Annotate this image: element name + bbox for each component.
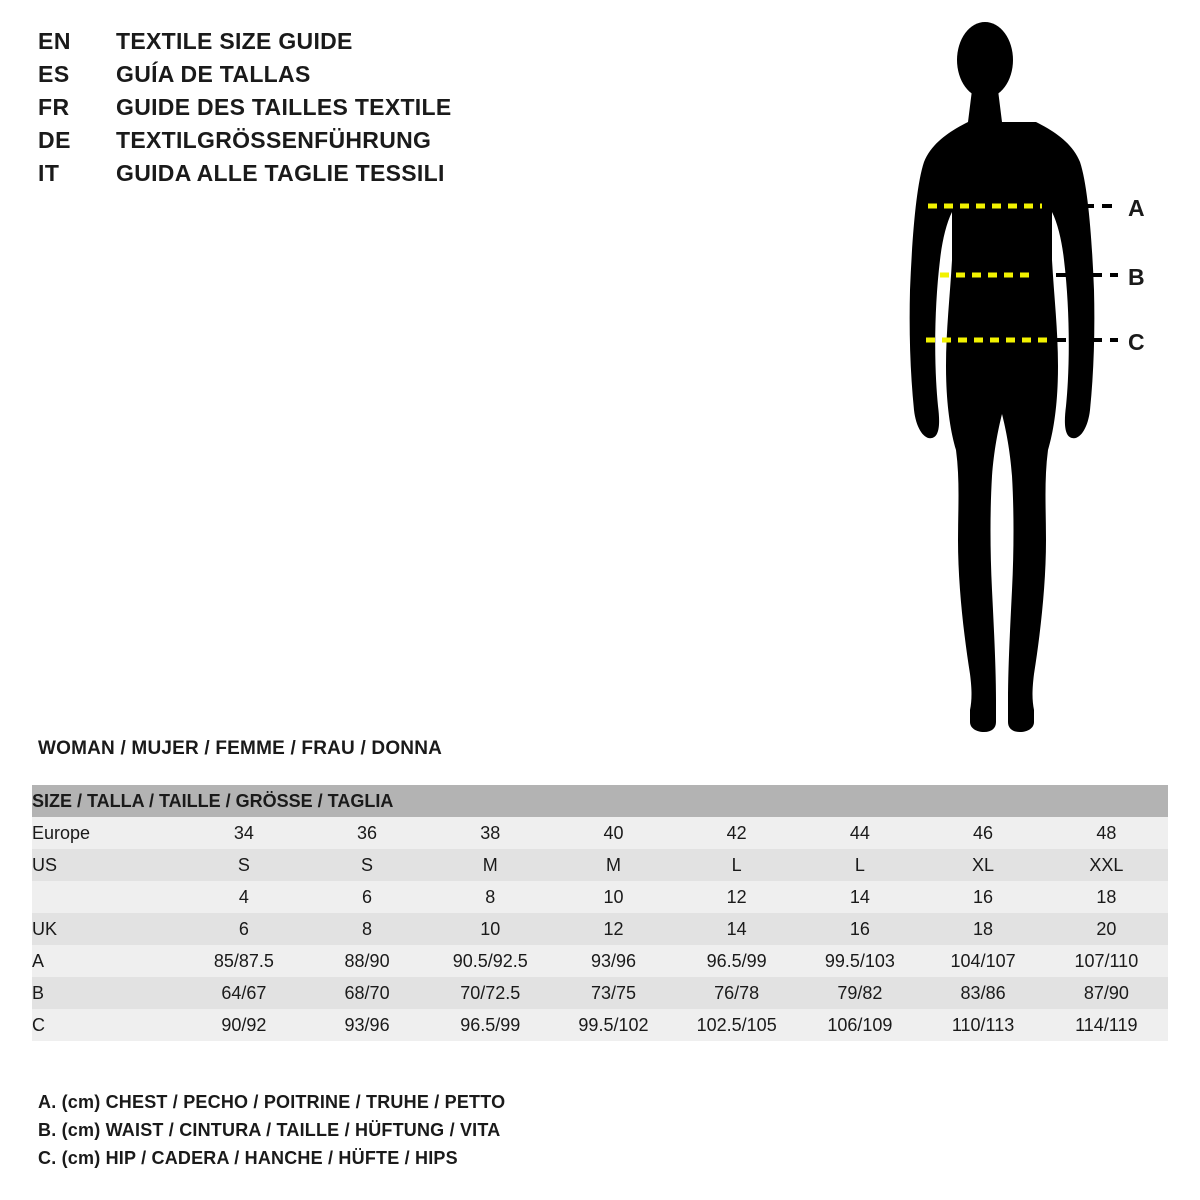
legend-line-c: C. (cm) HIP / CADERA / HANCHE / HÜFTE / HIPS (38, 1148, 458, 1168)
title-lang-it: IT (38, 160, 60, 186)
cell-b-4: 76/78 (675, 977, 798, 1009)
cell-us-4: L (675, 849, 798, 881)
cell-b-0: 64/67 (182, 977, 305, 1009)
cell-a-7: 107/110 (1045, 945, 1168, 977)
table-row (32, 945, 1168, 977)
cell-c-7: 114/119 (1045, 1009, 1168, 1041)
cell-us-6: XL (921, 849, 1044, 881)
title-text-de: TEXTILGRÖSSENFÜHRUNG (116, 127, 432, 153)
cell-uk-3: 12 (552, 913, 675, 945)
marker-label-b: B (1128, 264, 1145, 290)
title-row (38, 160, 558, 193)
cell-usnum-2: 8 (429, 881, 552, 913)
row-label-b: B (32, 977, 182, 1009)
cell-europe-3: 40 (552, 817, 675, 849)
table-header-label: SIZE / TALLA / TAILLE / GRÖSSE / TAGLIA (32, 785, 1168, 817)
table-row (32, 881, 1168, 913)
title-row (38, 127, 558, 160)
row-label-us-numeric (32, 881, 182, 913)
title-text-es: GUÍA DE TALLAS (116, 61, 311, 87)
cell-c-5: 106/109 (798, 1009, 921, 1041)
table-row (32, 817, 1168, 849)
cell-a-3: 93/96 (552, 945, 675, 977)
cell-europe-2: 38 (429, 817, 552, 849)
row-label-a: A (32, 945, 182, 977)
cell-b-2: 70/72.5 (429, 977, 552, 1009)
title-text-fr: GUIDE DES TAILLES TEXTILE (116, 94, 452, 120)
title-row (38, 94, 558, 127)
table-row (32, 849, 1168, 881)
title-block (38, 28, 558, 193)
cell-usnum-4: 12 (675, 881, 798, 913)
cell-usnum-5: 14 (798, 881, 921, 913)
cell-uk-5: 16 (798, 913, 921, 945)
table-row (32, 1009, 1168, 1041)
table-row (32, 977, 1168, 1009)
cell-b-7: 87/90 (1045, 977, 1168, 1009)
marker-label-a: A (1128, 195, 1145, 221)
row-label-europe: Europe (32, 817, 182, 849)
section-heading: WOMAN / MUJER / FEMME / FRAU / DONNA (38, 738, 443, 759)
cell-europe-5: 44 (798, 817, 921, 849)
figure-area (860, 10, 1190, 750)
cell-c-1: 93/96 (305, 1009, 428, 1041)
cell-usnum-7: 18 (1045, 881, 1168, 913)
legend-line-b: B. (cm) WAIST / CINTURA / TAILLE / HÜFTUNG / VITA (38, 1120, 501, 1140)
table-header-row (32, 785, 1168, 817)
cell-c-4: 102.5/105 (675, 1009, 798, 1041)
female-silhouette-icon (860, 10, 1190, 750)
cell-uk-2: 10 (429, 913, 552, 945)
title-text-it: GUIDA ALLE TAGLIE TESSILI (116, 160, 445, 186)
cell-us-5: L (798, 849, 921, 881)
title-row (38, 61, 558, 94)
size-table (32, 785, 1168, 1041)
title-text-en: TEXTILE SIZE GUIDE (116, 28, 353, 54)
title-lang-de: DE (38, 127, 71, 153)
row-label-uk: UK (32, 913, 182, 945)
title-row (38, 28, 558, 61)
cell-us-1: S (305, 849, 428, 881)
cell-b-5: 79/82 (798, 977, 921, 1009)
cell-europe-4: 42 (675, 817, 798, 849)
cell-us-0: S (182, 849, 305, 881)
cell-a-4: 96.5/99 (675, 945, 798, 977)
legend (38, 1092, 738, 1176)
cell-us-3: M (552, 849, 675, 881)
cell-b-3: 73/75 (552, 977, 675, 1009)
cell-usnum-6: 16 (921, 881, 1044, 913)
cell-europe-6: 46 (921, 817, 1044, 849)
cell-uk-1: 8 (305, 913, 428, 945)
cell-b-1: 68/70 (305, 977, 428, 1009)
cell-europe-0: 34 (182, 817, 305, 849)
cell-usnum-1: 6 (305, 881, 428, 913)
cell-europe-1: 36 (305, 817, 428, 849)
cell-usnum-3: 10 (552, 881, 675, 913)
cell-uk-6: 18 (921, 913, 1044, 945)
row-label-us: US (32, 849, 182, 881)
cell-europe-7: 48 (1045, 817, 1168, 849)
title-lang-en: EN (38, 28, 71, 54)
cell-uk-7: 20 (1045, 913, 1168, 945)
title-lang-fr: FR (38, 94, 70, 120)
cell-a-1: 88/90 (305, 945, 428, 977)
cell-c-2: 96.5/99 (429, 1009, 552, 1041)
cell-a-2: 90.5/92.5 (429, 945, 552, 977)
marker-label-c: C (1128, 329, 1145, 355)
cell-us-7: XXL (1045, 849, 1168, 881)
cell-a-0: 85/87.5 (182, 945, 305, 977)
legend-line-a: A. (cm) CHEST / PECHO / POITRINE / TRUHE / PETTO (38, 1092, 506, 1112)
cell-b-6: 83/86 (921, 977, 1044, 1009)
cell-uk-0: 6 (182, 913, 305, 945)
row-label-c: C (32, 1009, 182, 1041)
cell-c-3: 99.5/102 (552, 1009, 675, 1041)
cell-c-0: 90/92 (182, 1009, 305, 1041)
cell-uk-4: 14 (675, 913, 798, 945)
cell-a-5: 99.5/103 (798, 945, 921, 977)
cell-c-6: 110/113 (921, 1009, 1044, 1041)
table-row (32, 913, 1168, 945)
cell-usnum-0: 4 (182, 881, 305, 913)
cell-us-2: M (429, 849, 552, 881)
title-lang-es: ES (38, 61, 70, 87)
cell-a-6: 104/107 (921, 945, 1044, 977)
